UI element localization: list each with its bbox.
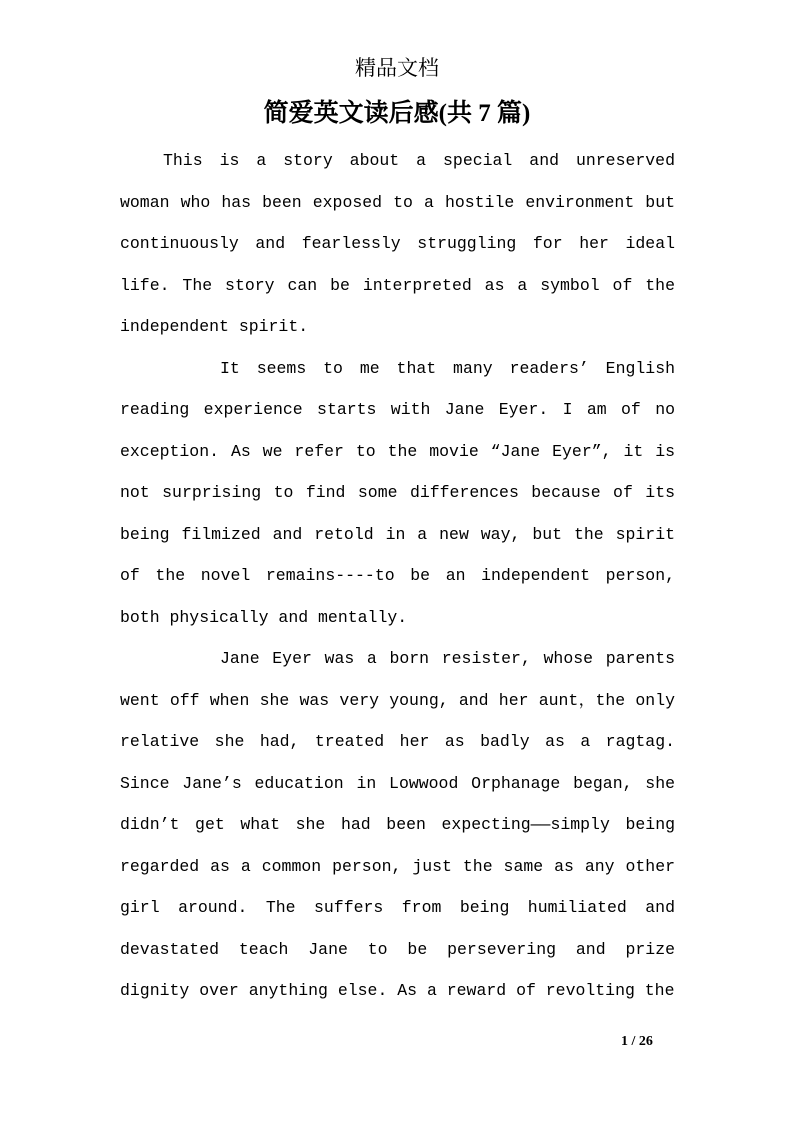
page-title: 简爱英文读后感(共 7 篇) [263, 100, 531, 127]
page-number: 1 / 26 [621, 1034, 653, 1049]
document-body [120, 140, 675, 1012]
document-header-label: 精品文档 [355, 56, 439, 80]
paragraph: This is a story about a special and unreserved woman who has been exposed to a hostile environment but continuously and fearlessly struggling for her ideal life. The story can be interpreted as a symbol of the independent spirit. [120, 151, 675, 336]
paragraph: It seems to me that many readers’ English reading experience starts with Jane Eyer. I am of no exception. As we refer to the movie “Jane Eyer”, it is not surprising to find some differences because of its being filmized and retold in a new way, but the spirit of the novel remains----to be an independent person, both physically and mentally. [120, 358, 675, 627]
paragraph: Jane Eyer was a born resister, whose parents went off when she was very young, and her aunt，the only relative she had, treated her as badly as a ragtag. Since Jane’s education in Lowwood Orphanage began, she didn’t get what she had been expecting——simply being regarded as a common person, just the same as any other girl around. The suffers from being humiliated and devastated teach Jane to be persevering and prize dignity over anything else. As a reward of revolting the [120, 649, 675, 1000]
